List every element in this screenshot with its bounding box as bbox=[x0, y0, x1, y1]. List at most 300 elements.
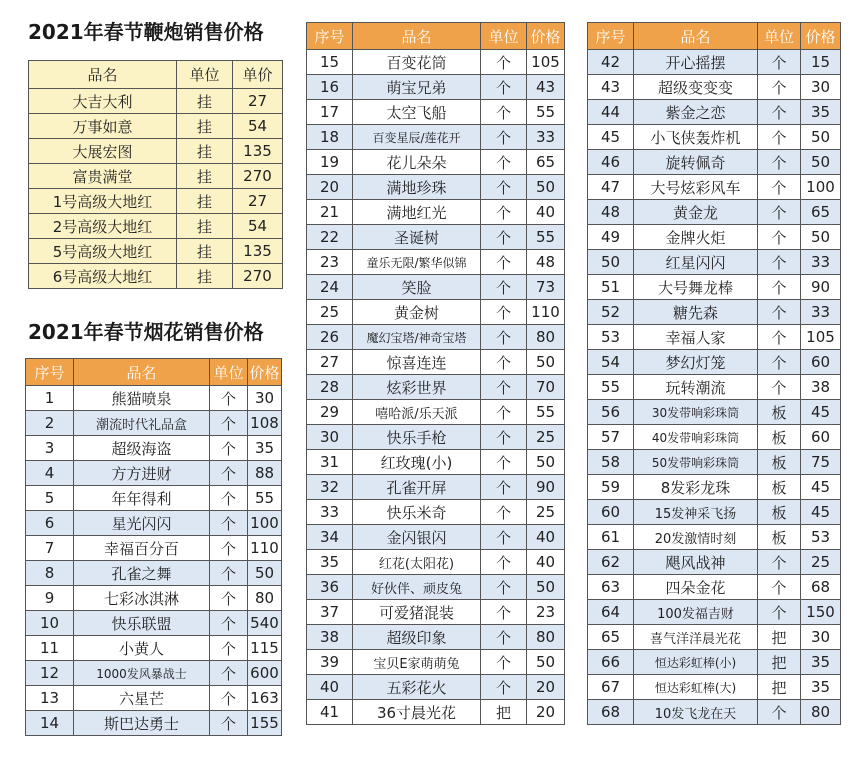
cell-index: 17 bbox=[307, 100, 353, 125]
header-unit: 单位 bbox=[177, 61, 233, 89]
cell-index: 65 bbox=[588, 625, 634, 650]
fireworks-table-2 bbox=[306, 22, 565, 725]
cell-price: 80 bbox=[801, 700, 841, 725]
cell-name: 五彩花火 bbox=[353, 675, 481, 700]
table-row bbox=[29, 189, 283, 214]
cell-index: 53 bbox=[588, 325, 634, 350]
table-row bbox=[588, 100, 841, 125]
table-row bbox=[307, 425, 565, 450]
table-row bbox=[588, 675, 841, 700]
cell-name: 6号高级大地红 bbox=[29, 264, 177, 289]
cell-index: 50 bbox=[588, 250, 634, 275]
cell-unit: 板 bbox=[758, 450, 801, 475]
cell-name: 太空飞船 bbox=[353, 100, 481, 125]
cell-price: 38 bbox=[801, 375, 841, 400]
header-price: 价格 bbox=[248, 359, 282, 386]
cell-index: 4 bbox=[26, 461, 74, 486]
cell-index: 30 bbox=[307, 425, 353, 450]
cell-name: 满地珍珠 bbox=[353, 175, 481, 200]
cell-name: 2号高级大地红 bbox=[29, 214, 177, 239]
cell-name: 小黄人 bbox=[74, 636, 210, 661]
cell-name: 1000发风暴战士 bbox=[74, 661, 210, 686]
cell-name: 金牌火炬 bbox=[634, 225, 758, 250]
cell-price: 35 bbox=[801, 675, 841, 700]
cell-index: 10 bbox=[26, 611, 74, 636]
cell-index: 39 bbox=[307, 650, 353, 675]
cell-price: 55 bbox=[527, 400, 565, 425]
cell-unit: 个 bbox=[481, 600, 527, 625]
cell-unit: 个 bbox=[210, 486, 248, 511]
cell-index: 5 bbox=[26, 486, 74, 511]
cell-price: 20 bbox=[527, 700, 565, 725]
cell-index: 32 bbox=[307, 475, 353, 500]
cell-name: 嘻哈派/乐天派 bbox=[353, 400, 481, 425]
cell-price: 105 bbox=[801, 325, 841, 350]
cell-price: 88 bbox=[248, 461, 282, 486]
cell-name: 笑脸 bbox=[353, 275, 481, 300]
cell-name: 玩转潮流 bbox=[634, 375, 758, 400]
cell-index: 26 bbox=[307, 325, 353, 350]
cell-unit: 个 bbox=[758, 375, 801, 400]
cell-unit: 个 bbox=[210, 611, 248, 636]
cell-unit: 个 bbox=[210, 461, 248, 486]
cell-unit: 板 bbox=[758, 500, 801, 525]
table-row bbox=[588, 275, 841, 300]
cell-index: 61 bbox=[588, 525, 634, 550]
cell-index: 60 bbox=[588, 500, 634, 525]
cell-unit: 个 bbox=[481, 250, 527, 275]
header-name: 品名 bbox=[353, 23, 481, 50]
cell-unit: 个 bbox=[758, 250, 801, 275]
cell-index: 21 bbox=[307, 200, 353, 225]
cell-index: 2 bbox=[26, 411, 74, 436]
cell-unit: 个 bbox=[481, 550, 527, 575]
cell-index: 33 bbox=[307, 500, 353, 525]
cell-name: 40发带响彩珠筒 bbox=[634, 425, 758, 450]
cell-price: 40 bbox=[527, 550, 565, 575]
cell-unit: 个 bbox=[758, 150, 801, 175]
cell-index: 6 bbox=[26, 511, 74, 536]
table-row bbox=[26, 636, 282, 661]
cell-index: 28 bbox=[307, 375, 353, 400]
table-row bbox=[588, 50, 841, 75]
table-row bbox=[307, 325, 565, 350]
cell-price: 55 bbox=[527, 100, 565, 125]
cell-price: 25 bbox=[801, 550, 841, 575]
cell-price: 80 bbox=[248, 586, 282, 611]
table-row bbox=[307, 625, 565, 650]
table-row bbox=[26, 611, 282, 636]
table-row bbox=[588, 375, 841, 400]
table-row bbox=[307, 225, 565, 250]
cell-unit: 个 bbox=[481, 75, 527, 100]
table-row bbox=[26, 486, 282, 511]
cell-index: 36 bbox=[307, 575, 353, 600]
cell-price: 50 bbox=[801, 150, 841, 175]
cell-price: 270 bbox=[233, 164, 283, 189]
cell-index: 55 bbox=[588, 375, 634, 400]
cell-unit: 挂 bbox=[177, 189, 233, 214]
table-row bbox=[307, 175, 565, 200]
fireworks-table-1 bbox=[25, 358, 282, 736]
cell-unit: 个 bbox=[758, 325, 801, 350]
cell-unit: 个 bbox=[481, 525, 527, 550]
cell-unit: 个 bbox=[758, 125, 801, 150]
header-name: 品名 bbox=[634, 23, 758, 50]
cell-name: 超级印象 bbox=[353, 625, 481, 650]
cell-unit: 个 bbox=[210, 686, 248, 711]
table-row bbox=[307, 250, 565, 275]
cell-name: 宝贝E家萌萌兔 bbox=[353, 650, 481, 675]
cell-price: 68 bbox=[801, 575, 841, 600]
header-unit: 单位 bbox=[210, 359, 248, 386]
cell-price: 105 bbox=[527, 50, 565, 75]
cell-name: 大展宏图 bbox=[29, 139, 177, 164]
table-row bbox=[26, 686, 282, 711]
fireworks-title: 2021年春节烟花销售价格 bbox=[28, 320, 264, 344]
table-row bbox=[29, 164, 283, 189]
cell-price: 45 bbox=[801, 475, 841, 500]
cell-index: 64 bbox=[588, 600, 634, 625]
cell-price: 65 bbox=[801, 200, 841, 225]
cell-price: 100 bbox=[248, 511, 282, 536]
cell-index: 58 bbox=[588, 450, 634, 475]
cell-unit: 挂 bbox=[177, 164, 233, 189]
cell-index: 24 bbox=[307, 275, 353, 300]
cell-name: 方方进财 bbox=[74, 461, 210, 486]
cell-name: 斯巴达勇士 bbox=[74, 711, 210, 736]
cell-name: 萌宝兄弟 bbox=[353, 75, 481, 100]
cell-unit: 个 bbox=[758, 225, 801, 250]
cell-name: 旋转佩奇 bbox=[634, 150, 758, 175]
cell-unit: 板 bbox=[758, 475, 801, 500]
table-row bbox=[588, 650, 841, 675]
cell-unit: 个 bbox=[758, 550, 801, 575]
table-row bbox=[29, 89, 283, 114]
cell-name: 超级变变变 bbox=[634, 75, 758, 100]
cell-name: 七彩冰淇淋 bbox=[74, 586, 210, 611]
cell-name: 幸福百分百 bbox=[74, 536, 210, 561]
cell-index: 54 bbox=[588, 350, 634, 375]
cell-unit: 个 bbox=[210, 586, 248, 611]
cell-price: 30 bbox=[801, 625, 841, 650]
table-row bbox=[29, 264, 283, 289]
cell-index: 16 bbox=[307, 75, 353, 100]
cell-name: 红星闪闪 bbox=[634, 250, 758, 275]
cell-price: 155 bbox=[248, 711, 282, 736]
cell-index: 19 bbox=[307, 150, 353, 175]
cell-index: 23 bbox=[307, 250, 353, 275]
cell-index: 35 bbox=[307, 550, 353, 575]
table-row bbox=[307, 675, 565, 700]
cell-unit: 个 bbox=[481, 450, 527, 475]
cell-index: 62 bbox=[588, 550, 634, 575]
cell-price: 600 bbox=[248, 661, 282, 686]
table-row bbox=[588, 150, 841, 175]
table-row bbox=[307, 275, 565, 300]
table-row bbox=[307, 350, 565, 375]
cell-unit: 个 bbox=[758, 350, 801, 375]
cell-price: 60 bbox=[801, 350, 841, 375]
header-unit: 单位 bbox=[758, 23, 801, 50]
cell-unit: 个 bbox=[481, 175, 527, 200]
table-header-row bbox=[307, 23, 565, 50]
cell-unit: 个 bbox=[758, 700, 801, 725]
cell-index: 9 bbox=[26, 586, 74, 611]
cell-unit: 挂 bbox=[177, 89, 233, 114]
cell-name: 满地红光 bbox=[353, 200, 481, 225]
cell-unit: 个 bbox=[481, 225, 527, 250]
cell-index: 12 bbox=[26, 661, 74, 686]
cell-name: 30发带响彩珠筒 bbox=[634, 400, 758, 425]
cell-unit: 挂 bbox=[177, 114, 233, 139]
cell-name: 幸福人家 bbox=[634, 325, 758, 350]
cell-unit: 个 bbox=[481, 125, 527, 150]
cell-name: 潮流时代礼品盒 bbox=[74, 411, 210, 436]
cell-name: 紫金之恋 bbox=[634, 100, 758, 125]
table-row bbox=[307, 300, 565, 325]
cell-price: 115 bbox=[248, 636, 282, 661]
cell-price: 40 bbox=[527, 525, 565, 550]
cell-name: 快乐联盟 bbox=[74, 611, 210, 636]
cell-price: 163 bbox=[248, 686, 282, 711]
cell-price: 45 bbox=[801, 400, 841, 425]
cell-name: 大吉大利 bbox=[29, 89, 177, 114]
cell-price: 50 bbox=[527, 575, 565, 600]
cell-unit: 个 bbox=[481, 475, 527, 500]
table-row bbox=[588, 425, 841, 450]
cell-index: 38 bbox=[307, 625, 353, 650]
cell-price: 25 bbox=[527, 500, 565, 525]
cell-index: 41 bbox=[307, 700, 353, 725]
cell-price: 50 bbox=[527, 350, 565, 375]
cell-name: 炫彩世界 bbox=[353, 375, 481, 400]
cell-index: 43 bbox=[588, 75, 634, 100]
table-row bbox=[26, 711, 282, 736]
table-row bbox=[588, 400, 841, 425]
cell-price: 48 bbox=[527, 250, 565, 275]
cell-price: 55 bbox=[527, 225, 565, 250]
cell-unit: 个 bbox=[481, 425, 527, 450]
cell-unit: 把 bbox=[758, 675, 801, 700]
cell-price: 15 bbox=[801, 50, 841, 75]
cell-index: 59 bbox=[588, 475, 634, 500]
header-index: 序号 bbox=[588, 23, 634, 50]
cell-unit: 个 bbox=[210, 711, 248, 736]
cell-unit: 个 bbox=[758, 75, 801, 100]
cell-name: 万事如意 bbox=[29, 114, 177, 139]
cell-name: 六星芒 bbox=[74, 686, 210, 711]
cell-name: 100发福吉财 bbox=[634, 600, 758, 625]
cell-unit: 个 bbox=[481, 350, 527, 375]
cell-price: 50 bbox=[527, 650, 565, 675]
cell-price: 30 bbox=[248, 386, 282, 411]
cell-index: 37 bbox=[307, 600, 353, 625]
cell-unit: 挂 bbox=[177, 239, 233, 264]
cell-price: 54 bbox=[233, 114, 283, 139]
cell-name: 1号高级大地红 bbox=[29, 189, 177, 214]
cell-unit: 挂 bbox=[177, 264, 233, 289]
table-row bbox=[26, 661, 282, 686]
cell-name: 50发带响彩珠筒 bbox=[634, 450, 758, 475]
cell-unit: 个 bbox=[481, 200, 527, 225]
cell-unit: 板 bbox=[758, 425, 801, 450]
cell-unit: 把 bbox=[481, 700, 527, 725]
table-row bbox=[307, 525, 565, 550]
cell-name: 36寸晨光花 bbox=[353, 700, 481, 725]
cell-unit: 把 bbox=[758, 625, 801, 650]
table-row bbox=[307, 600, 565, 625]
cell-price: 55 bbox=[248, 486, 282, 511]
cell-unit: 个 bbox=[481, 500, 527, 525]
cell-name: 黄金龙 bbox=[634, 200, 758, 225]
cell-name: 百变星辰/莲花开 bbox=[353, 125, 481, 150]
table-row bbox=[26, 511, 282, 536]
header-index: 序号 bbox=[307, 23, 353, 50]
cell-unit: 个 bbox=[758, 175, 801, 200]
cell-name: 好伙伴、顽皮兔 bbox=[353, 575, 481, 600]
cell-price: 35 bbox=[801, 100, 841, 125]
table-row bbox=[26, 411, 282, 436]
fireworks-table-3 bbox=[587, 22, 841, 725]
cell-index: 1 bbox=[26, 386, 74, 411]
cell-price: 110 bbox=[527, 300, 565, 325]
cell-name: 圣诞树 bbox=[353, 225, 481, 250]
cell-price: 33 bbox=[801, 300, 841, 325]
cell-index: 22 bbox=[307, 225, 353, 250]
cell-unit: 个 bbox=[481, 400, 527, 425]
cell-name: 超级海盗 bbox=[74, 436, 210, 461]
table-row bbox=[588, 200, 841, 225]
table-row bbox=[26, 586, 282, 611]
table-row bbox=[588, 300, 841, 325]
cell-price: 23 bbox=[527, 600, 565, 625]
cell-unit: 个 bbox=[758, 575, 801, 600]
cell-unit: 个 bbox=[481, 300, 527, 325]
table-row bbox=[29, 214, 283, 239]
cell-unit: 个 bbox=[210, 411, 248, 436]
cell-index: 8 bbox=[26, 561, 74, 586]
cell-index: 66 bbox=[588, 650, 634, 675]
cell-price: 100 bbox=[801, 175, 841, 200]
header-name: 品名 bbox=[29, 61, 177, 89]
cell-name: 童乐无限/繁华似锦 bbox=[353, 250, 481, 275]
table-row bbox=[307, 200, 565, 225]
cell-unit: 板 bbox=[758, 525, 801, 550]
header-unit: 单位 bbox=[481, 23, 527, 50]
cell-price: 45 bbox=[801, 500, 841, 525]
cell-index: 20 bbox=[307, 175, 353, 200]
cell-price: 270 bbox=[233, 264, 283, 289]
table-row bbox=[307, 50, 565, 75]
cell-name: 孔雀之舞 bbox=[74, 561, 210, 586]
cell-index: 68 bbox=[588, 700, 634, 725]
cell-index: 63 bbox=[588, 575, 634, 600]
table-row bbox=[29, 114, 283, 139]
cell-price: 40 bbox=[527, 200, 565, 225]
cell-name: 黄金树 bbox=[353, 300, 481, 325]
cell-name: 红花(太阳花) bbox=[353, 550, 481, 575]
table-row bbox=[588, 500, 841, 525]
cell-index: 48 bbox=[588, 200, 634, 225]
cell-price: 50 bbox=[801, 225, 841, 250]
cell-name: 梦幻灯笼 bbox=[634, 350, 758, 375]
table-row bbox=[588, 575, 841, 600]
cell-unit: 个 bbox=[210, 436, 248, 461]
table-header-row bbox=[26, 359, 282, 386]
cell-price: 33 bbox=[527, 125, 565, 150]
cell-name: 恒达彩虹棒(大) bbox=[634, 675, 758, 700]
cell-unit: 个 bbox=[210, 636, 248, 661]
cell-unit: 板 bbox=[758, 400, 801, 425]
cell-name: 10发飞龙在天 bbox=[634, 700, 758, 725]
cell-name: 8发彩龙珠 bbox=[634, 475, 758, 500]
cell-price: 50 bbox=[527, 175, 565, 200]
table-row bbox=[26, 386, 282, 411]
cell-name: 红玫瑰(小) bbox=[353, 450, 481, 475]
cell-name: 飓风战神 bbox=[634, 550, 758, 575]
cell-name: 5号高级大地红 bbox=[29, 239, 177, 264]
cell-unit: 个 bbox=[481, 575, 527, 600]
table-header-row bbox=[588, 23, 841, 50]
cell-unit: 个 bbox=[758, 275, 801, 300]
cell-unit: 个 bbox=[210, 386, 248, 411]
cell-index: 51 bbox=[588, 275, 634, 300]
cell-unit: 个 bbox=[758, 100, 801, 125]
cell-unit: 个 bbox=[481, 650, 527, 675]
cell-unit: 个 bbox=[481, 100, 527, 125]
cell-index: 31 bbox=[307, 450, 353, 475]
cell-unit: 挂 bbox=[177, 214, 233, 239]
cell-index: 57 bbox=[588, 425, 634, 450]
cell-index: 15 bbox=[307, 50, 353, 75]
table-row bbox=[588, 600, 841, 625]
cell-unit: 个 bbox=[481, 375, 527, 400]
table-row bbox=[588, 225, 841, 250]
cell-index: 11 bbox=[26, 636, 74, 661]
cell-name: 喜气洋洋晨光花 bbox=[634, 625, 758, 650]
header-price: 单价 bbox=[233, 61, 283, 89]
cell-index: 67 bbox=[588, 675, 634, 700]
cell-index: 52 bbox=[588, 300, 634, 325]
table-row bbox=[588, 700, 841, 725]
cell-index: 44 bbox=[588, 100, 634, 125]
cell-price: 27 bbox=[233, 189, 283, 214]
cell-price: 20 bbox=[527, 675, 565, 700]
header-name: 品名 bbox=[74, 359, 210, 386]
cell-name: 富贵满堂 bbox=[29, 164, 177, 189]
cell-name: 熊猫喷泉 bbox=[74, 386, 210, 411]
cell-unit: 个 bbox=[481, 675, 527, 700]
cell-unit: 个 bbox=[210, 536, 248, 561]
table-row bbox=[307, 100, 565, 125]
table-row bbox=[588, 475, 841, 500]
cell-index: 13 bbox=[26, 686, 74, 711]
cell-name: 百变花筒 bbox=[353, 50, 481, 75]
cell-price: 135 bbox=[233, 139, 283, 164]
cell-price: 35 bbox=[248, 436, 282, 461]
cell-name: 20发激情时刻 bbox=[634, 525, 758, 550]
cell-price: 70 bbox=[527, 375, 565, 400]
table-row bbox=[307, 400, 565, 425]
table-row bbox=[307, 450, 565, 475]
cell-price: 150 bbox=[801, 600, 841, 625]
cell-index: 49 bbox=[588, 225, 634, 250]
cell-index: 7 bbox=[26, 536, 74, 561]
table-row bbox=[307, 375, 565, 400]
table-row bbox=[588, 625, 841, 650]
cell-name: 花儿朵朵 bbox=[353, 150, 481, 175]
